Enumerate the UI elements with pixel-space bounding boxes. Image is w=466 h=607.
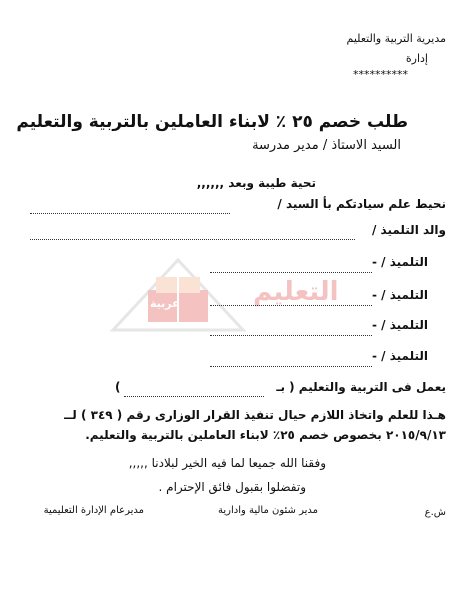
student-2-dotted-line <box>210 291 372 310</box>
student-label: التلميذ / <box>381 318 428 332</box>
signature-general-manager: مديرعام الإدارة التعليمية <box>43 505 144 516</box>
student-item-2: التلميذ / - <box>371 288 428 302</box>
parent-dotted-line <box>30 225 355 244</box>
wish-line: وفقنا الله جميعا لما فيه الخير لبلادنا ,,,,, <box>128 456 326 470</box>
student-item-4: التلميذ / - <box>371 349 428 363</box>
student-item-1: التلميذ / - <box>371 255 428 269</box>
inform-dotted-line <box>30 199 230 218</box>
greeting: تحية طيبة وبعد ,,,,,, <box>196 176 316 190</box>
decision-line-2: ٢٠١٥/٩/١٣ بخصوص خصم ٢٥٪ لابناء العاملين بالتربية والتعليم. <box>85 428 446 442</box>
watermark-text: التعليم <box>253 277 339 307</box>
student-item-3: التلميذ / - <box>371 318 428 332</box>
works-at-close-paren: ) <box>115 380 121 394</box>
signature-finance-manager: مدير شئون مالية وادارية <box>218 505 318 516</box>
watermark-book-text: عربية <box>150 297 180 310</box>
parent-line: والد التلميذ / <box>371 223 446 237</box>
works-at-dotted-line <box>124 382 264 401</box>
addressee: السيد الاستاذ / مدير مدرسة <box>252 138 401 153</box>
student-3-dotted-line <box>210 321 372 340</box>
signature-initials: ش.ع <box>424 507 446 518</box>
closing-line: وتفضلوا بقبول فائق الإحترام . <box>158 480 306 494</box>
student-1-dotted-line <box>210 258 372 277</box>
student-label: التلميذ / <box>381 288 428 302</box>
student-label: التلميذ / <box>381 349 428 363</box>
student-label: التلميذ / <box>381 255 428 269</box>
student-4-dotted-line <box>210 352 372 371</box>
header-directorate: مديرية التربية والتعليم <box>346 32 446 45</box>
header-stars: ********** <box>353 68 408 81</box>
header-administration: إدارة <box>405 52 428 65</box>
decision-line-1: هـذا للعلم واتخاذ اللازم حيال تنفيذ القرار الوزارى رقم ( ٣٤٩ ) لــ <box>64 408 446 422</box>
inform-line: نحيط علم سيادتكم بأ السيد / <box>277 197 446 211</box>
works-at-line: يعمل فى التربية والتعليم ( بـ <box>276 380 446 394</box>
page-title: طلب خصم ٢٥ ٪ لابناء العاملين بالتربية والتعليم <box>16 112 408 132</box>
